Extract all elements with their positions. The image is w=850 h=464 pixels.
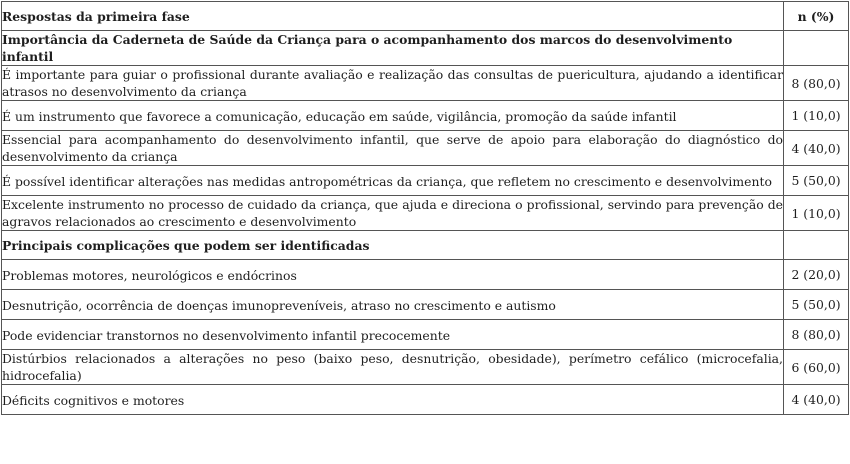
row-description: É um instrumento que favorece a comunicação, educação em saúde, vigilância, promoção da saúde infantil bbox=[2, 101, 784, 131]
row-value: 8 (80,0) bbox=[784, 66, 849, 101]
row-description: É importante para guiar o profissional durante avaliação e realização das consultas de puericultura, ajudando a identificar atrasos no desenvolvimento da criança bbox=[2, 67, 783, 99]
row-value: 2 (20,0) bbox=[784, 260, 849, 290]
section-title: Importância da Caderneta de Saúde da Criança para o acompanhamento dos marcos do desenvolvimento infantil bbox=[2, 31, 784, 66]
row-description: Essencial para acompanhamento do desenvolvimento infantil, que serve de apoio para elaboração do diagnóstico do desenvolvimento da criança bbox=[2, 132, 783, 164]
row-value: 4 (40,0) bbox=[784, 131, 849, 166]
table-row bbox=[2, 166, 849, 196]
table-row bbox=[2, 131, 849, 166]
section-value-empty bbox=[784, 231, 849, 260]
table-row bbox=[2, 350, 849, 385]
table-row bbox=[2, 290, 849, 320]
table-row bbox=[2, 196, 849, 231]
row-description: É possível identificar alterações nas medidas antropométricas da criança, que refletem no crescimento e desenvolvimento bbox=[2, 166, 784, 196]
row-description: Excelente instrumento no processo de cuidado da criança, que ajuda e direciona o profissional, servindo para prevenção de agravos relacionados ao crescimento e desenvolvimento bbox=[2, 197, 783, 229]
table-row bbox=[2, 66, 849, 101]
row-description: Déficits cognitivos e motores bbox=[2, 385, 784, 415]
table-row bbox=[2, 320, 849, 350]
row-value: 5 (50,0) bbox=[784, 290, 849, 320]
section-title: Principais complicações que podem ser identificadas bbox=[2, 231, 784, 260]
row-description: Desnutrição, ocorrência de doenças imunopreveníveis, atraso no crescimento e autismo bbox=[2, 290, 784, 320]
row-value: 1 (10,0) bbox=[784, 101, 849, 131]
header-n-percent: n (%) bbox=[784, 2, 849, 31]
results-table bbox=[1, 1, 849, 415]
row-description: Problemas motores, neurológicos e endócrinos bbox=[2, 260, 784, 290]
row-value: 4 (40,0) bbox=[784, 385, 849, 415]
table-row bbox=[2, 260, 849, 290]
table-row bbox=[2, 101, 849, 131]
header-row bbox=[2, 2, 849, 31]
row-value: 6 (60,0) bbox=[784, 350, 849, 385]
table-row bbox=[2, 385, 849, 415]
row-description: Distúrbios relacionados a alterações no peso (baixo peso, desnutrição, obesidade), perímetro cefálico (microcefalia, hidrocefalia) bbox=[2, 351, 783, 383]
section-row bbox=[2, 231, 849, 260]
row-value: 5 (50,0) bbox=[784, 166, 849, 196]
row-description: Pode evidenciar transtornos no desenvolvimento infantil precocemente bbox=[2, 320, 784, 350]
row-value: 8 (80,0) bbox=[784, 320, 849, 350]
row-value: 1 (10,0) bbox=[784, 196, 849, 231]
section-value-empty bbox=[784, 31, 849, 66]
header-description: Respostas da primeira fase bbox=[2, 2, 784, 31]
section-row bbox=[2, 31, 849, 66]
